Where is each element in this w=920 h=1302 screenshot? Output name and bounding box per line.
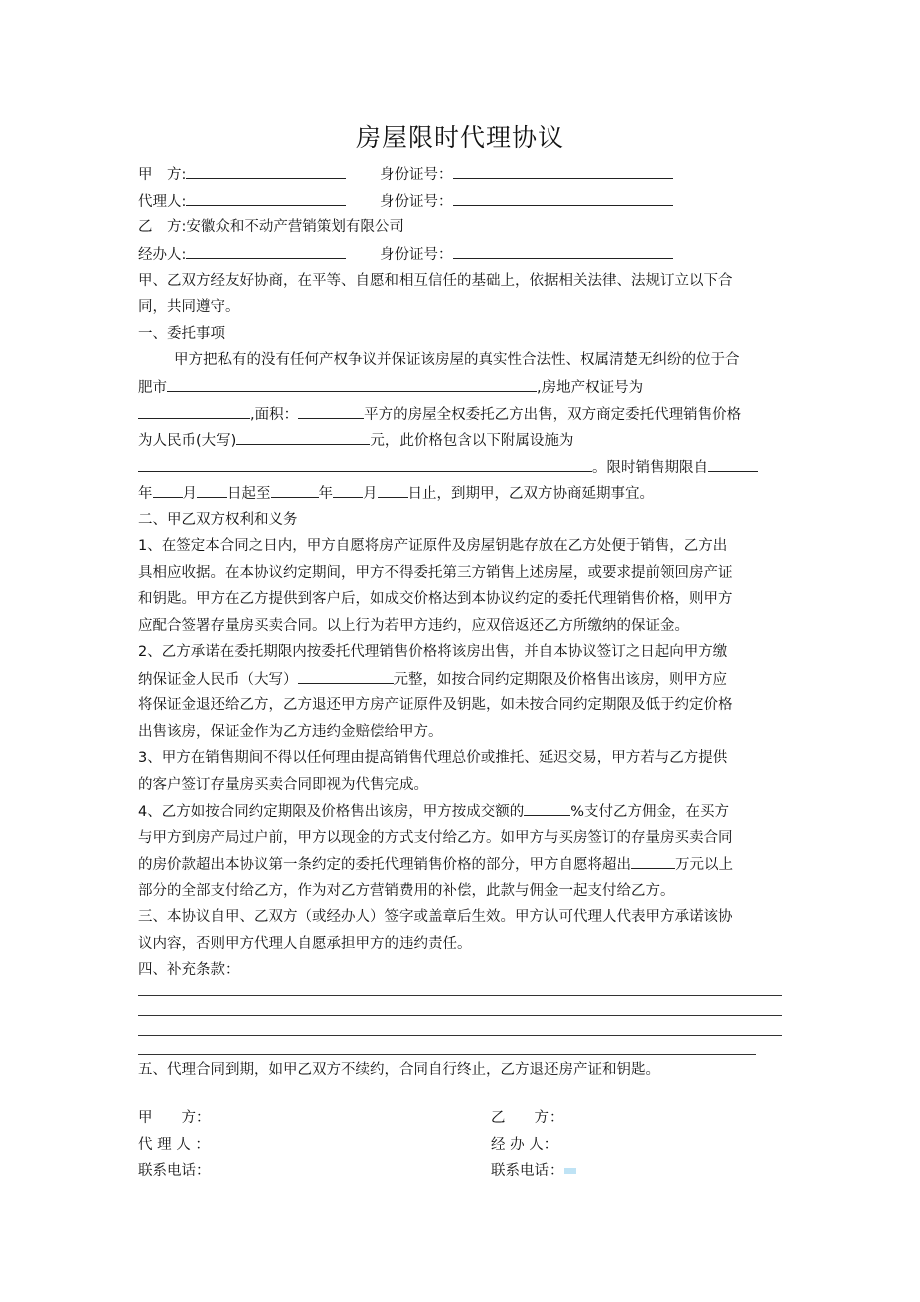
- start-month-blank: [153, 483, 183, 498]
- commission-label: 4、乙方如按合同约定期限及价格售出该房，甲方按成交额的: [138, 804, 525, 820]
- section-5-text: 五、代理合同到期，如甲乙双方不续约，合同自行终止，乙方退还房产证和钥匙。: [138, 1062, 660, 1078]
- supplementary-line-2: [138, 1015, 782, 1016]
- s1-price-text: 元，此价格包含以下附属设施为: [370, 433, 574, 449]
- sig-phone-b-row: [491, 1159, 576, 1180]
- excess-label: 的房价款超出本协议第一条约定的委托代理销售价格的部分，甲方自愿将超出: [138, 857, 631, 873]
- supplementary-line-1: [138, 995, 782, 996]
- price-blank: [236, 430, 370, 445]
- sig-phone-a: 联系电话：: [138, 1163, 211, 1179]
- end-month-blank: [333, 483, 363, 498]
- clause-3-line-1: 3、甲方在销售期间不得以任何理由提高销售代理总价或推托、延迟交易，甲方若与乙方提供: [138, 750, 728, 766]
- party-a-row: [138, 164, 346, 185]
- commission-text: %支付乙方佣金，在买方: [570, 804, 730, 820]
- document-title: 房屋限时代理协议: [355, 123, 564, 152]
- s1-price-label: 为人民币(大写): [138, 433, 237, 449]
- deposit-label: 纳保证金人民币（大写）: [138, 672, 298, 688]
- s1-line-4: [138, 430, 573, 451]
- agent-id-row: [380, 191, 673, 212]
- section-2-heading: 二、甲乙双方权利和义务: [138, 512, 298, 528]
- end-year-label: 年: [318, 486, 333, 502]
- handler-id-label: 身份证号：: [380, 247, 453, 263]
- clause-2-line-1: 2、乙方承诺在委托期限内按委托代理销售价格将该房出售，并自本协议签订之日起向甲方缴: [138, 644, 728, 660]
- commission-blank: [524, 801, 570, 816]
- end-day-blank: [378, 483, 408, 498]
- handler-id-blank: [453, 244, 673, 259]
- cert-no-blank: [138, 404, 250, 419]
- s1-city-label: 肥市: [138, 380, 167, 396]
- area-blank: [298, 404, 364, 419]
- party-a-id-blank: [453, 164, 673, 179]
- clause-4-line-1: [138, 801, 729, 822]
- clause-1-line-2: 具相应收据。在本协议约定期间，甲方不得委托第三方销售上述房屋，或要求提前领回房产证: [138, 565, 733, 581]
- sig-party-a: 甲 方：: [138, 1110, 211, 1126]
- s1-line-5: [138, 457, 758, 478]
- agent-row: [138, 191, 346, 212]
- supplementary-line-4: [138, 1054, 756, 1055]
- party-b-row: [138, 217, 404, 237]
- start-day-label: 日起至: [227, 486, 271, 502]
- start-day-blank: [197, 483, 227, 498]
- s1-area-text: 平方的房屋全权委托乙方出售，双方商定委托代理销售价格: [364, 407, 742, 423]
- s1-line-6: [138, 483, 654, 504]
- party-b-value: 安徽众和不动产营销策划有限公司: [186, 219, 404, 235]
- end-day-label: 日止，到期甲，乙双方协商延期事宜。: [407, 486, 654, 502]
- excess-text: 万元以上: [675, 857, 733, 873]
- facilities-blank: [138, 457, 592, 472]
- sig-party-b: 乙 方：: [491, 1110, 564, 1126]
- start-year-label: 年: [138, 486, 153, 502]
- clause-4-line-4: 部分的全部支付给乙方，作为对乙方营销费用的补偿，此款与佣金一起支付给乙方。: [138, 883, 675, 899]
- party-a-id-row: [380, 164, 673, 185]
- end-year-blank: [271, 483, 319, 498]
- section-1-heading: 一、委托事项: [138, 326, 225, 342]
- s1-period-label: 。限时销售期限自: [592, 460, 708, 476]
- clause-2-line-4: 出售该房，保证金作为乙方违约金赔偿给甲方。: [138, 724, 443, 740]
- deposit-blank: [298, 669, 394, 684]
- sig-phone-b: 联系电话：: [491, 1163, 564, 1179]
- intro-line-2: 同，共同遵守。: [138, 299, 240, 315]
- handler-blank: [186, 244, 346, 259]
- end-month-label: 月: [363, 486, 378, 502]
- highlight-mark: [564, 1168, 576, 1174]
- handler-id-row: [380, 244, 673, 265]
- clause-2-line-3: 将保证金退还给乙方，乙方退还甲方房产证原件及钥匙，如未按合同约定期限及低于约定价格: [138, 697, 733, 713]
- s1-line-2: [138, 377, 643, 398]
- clause-4-line-3: [138, 854, 733, 875]
- address-blank: [167, 377, 537, 392]
- clause-3-line-2: 的客户签订存量房买卖合同即视为代售完成。: [138, 777, 428, 793]
- section-4-heading: 四、补充条款：: [138, 962, 240, 978]
- agent-label: 代理人:: [138, 194, 187, 210]
- handler-row: [138, 244, 346, 265]
- clause-1-line-3: 和钥匙。甲方在乙方提供到客户后，如成交价格达到本协议约定的委托代理销售价格，则甲方: [138, 591, 733, 607]
- party-b-label: 乙 方:: [138, 219, 187, 235]
- section-3-line-1: 三、本协议自甲、乙双方（或经办人）签字或盖章后生效。甲方认可代理人代表甲方承诺该协: [138, 909, 733, 925]
- party-a-id-label: 身份证号：: [380, 167, 453, 183]
- agent-id-blank: [453, 191, 673, 206]
- section-3-line-2: 议内容，否则甲方代理人自愿承担甲方的违约责任。: [138, 936, 472, 952]
- clause-1-line-4: 应配合签署存量房买卖合同。以上行为若甲方违约，应双倍返还乙方所缴纳的保证金。: [138, 618, 689, 634]
- intro-line-1: 甲、乙双方经友好协商，在平等、自愿和相互信任的基础上，依据相关法律、法规订立以下合: [138, 273, 733, 289]
- s1-area-label: ,面积：: [250, 407, 299, 423]
- s1-line-3: [138, 404, 741, 425]
- agent-id-label: 身份证号：: [380, 194, 453, 210]
- sig-agent: 代 理 人 ：: [138, 1137, 210, 1153]
- clause-2-line-2: [138, 669, 727, 690]
- clause-4-line-2: 与甲方到房产局过户前，甲方以现金的方式支付给乙方。如甲方与买房签订的存量房买卖合同: [138, 830, 733, 846]
- start-year-blank: [708, 457, 758, 472]
- s1-line-1: 甲方把私有的没有任何产权争议并保证该房屋的真实性合法性、权属清楚无纠纷的位于合: [174, 352, 740, 368]
- party-a-label: 甲 方:: [138, 167, 187, 183]
- start-month-label: 月: [182, 486, 197, 502]
- supplementary-line-3: [138, 1035, 782, 1036]
- agent-blank: [186, 191, 346, 206]
- handler-label: 经办人:: [138, 247, 187, 263]
- party-a-blank: [186, 164, 346, 179]
- excess-blank: [631, 854, 675, 869]
- sig-handler: 经 办 人：: [491, 1137, 559, 1153]
- deposit-text: 元整，如按合同约定期限及价格售出该房，则甲方应: [393, 672, 727, 688]
- s1-cert-label: ,房地产权证号为: [537, 380, 644, 396]
- clause-1-line-1: 1、在签定本合同之日内，甲方自愿将房产证原件及房屋钥匙存放在乙方处便于销售，乙方出: [138, 538, 728, 554]
